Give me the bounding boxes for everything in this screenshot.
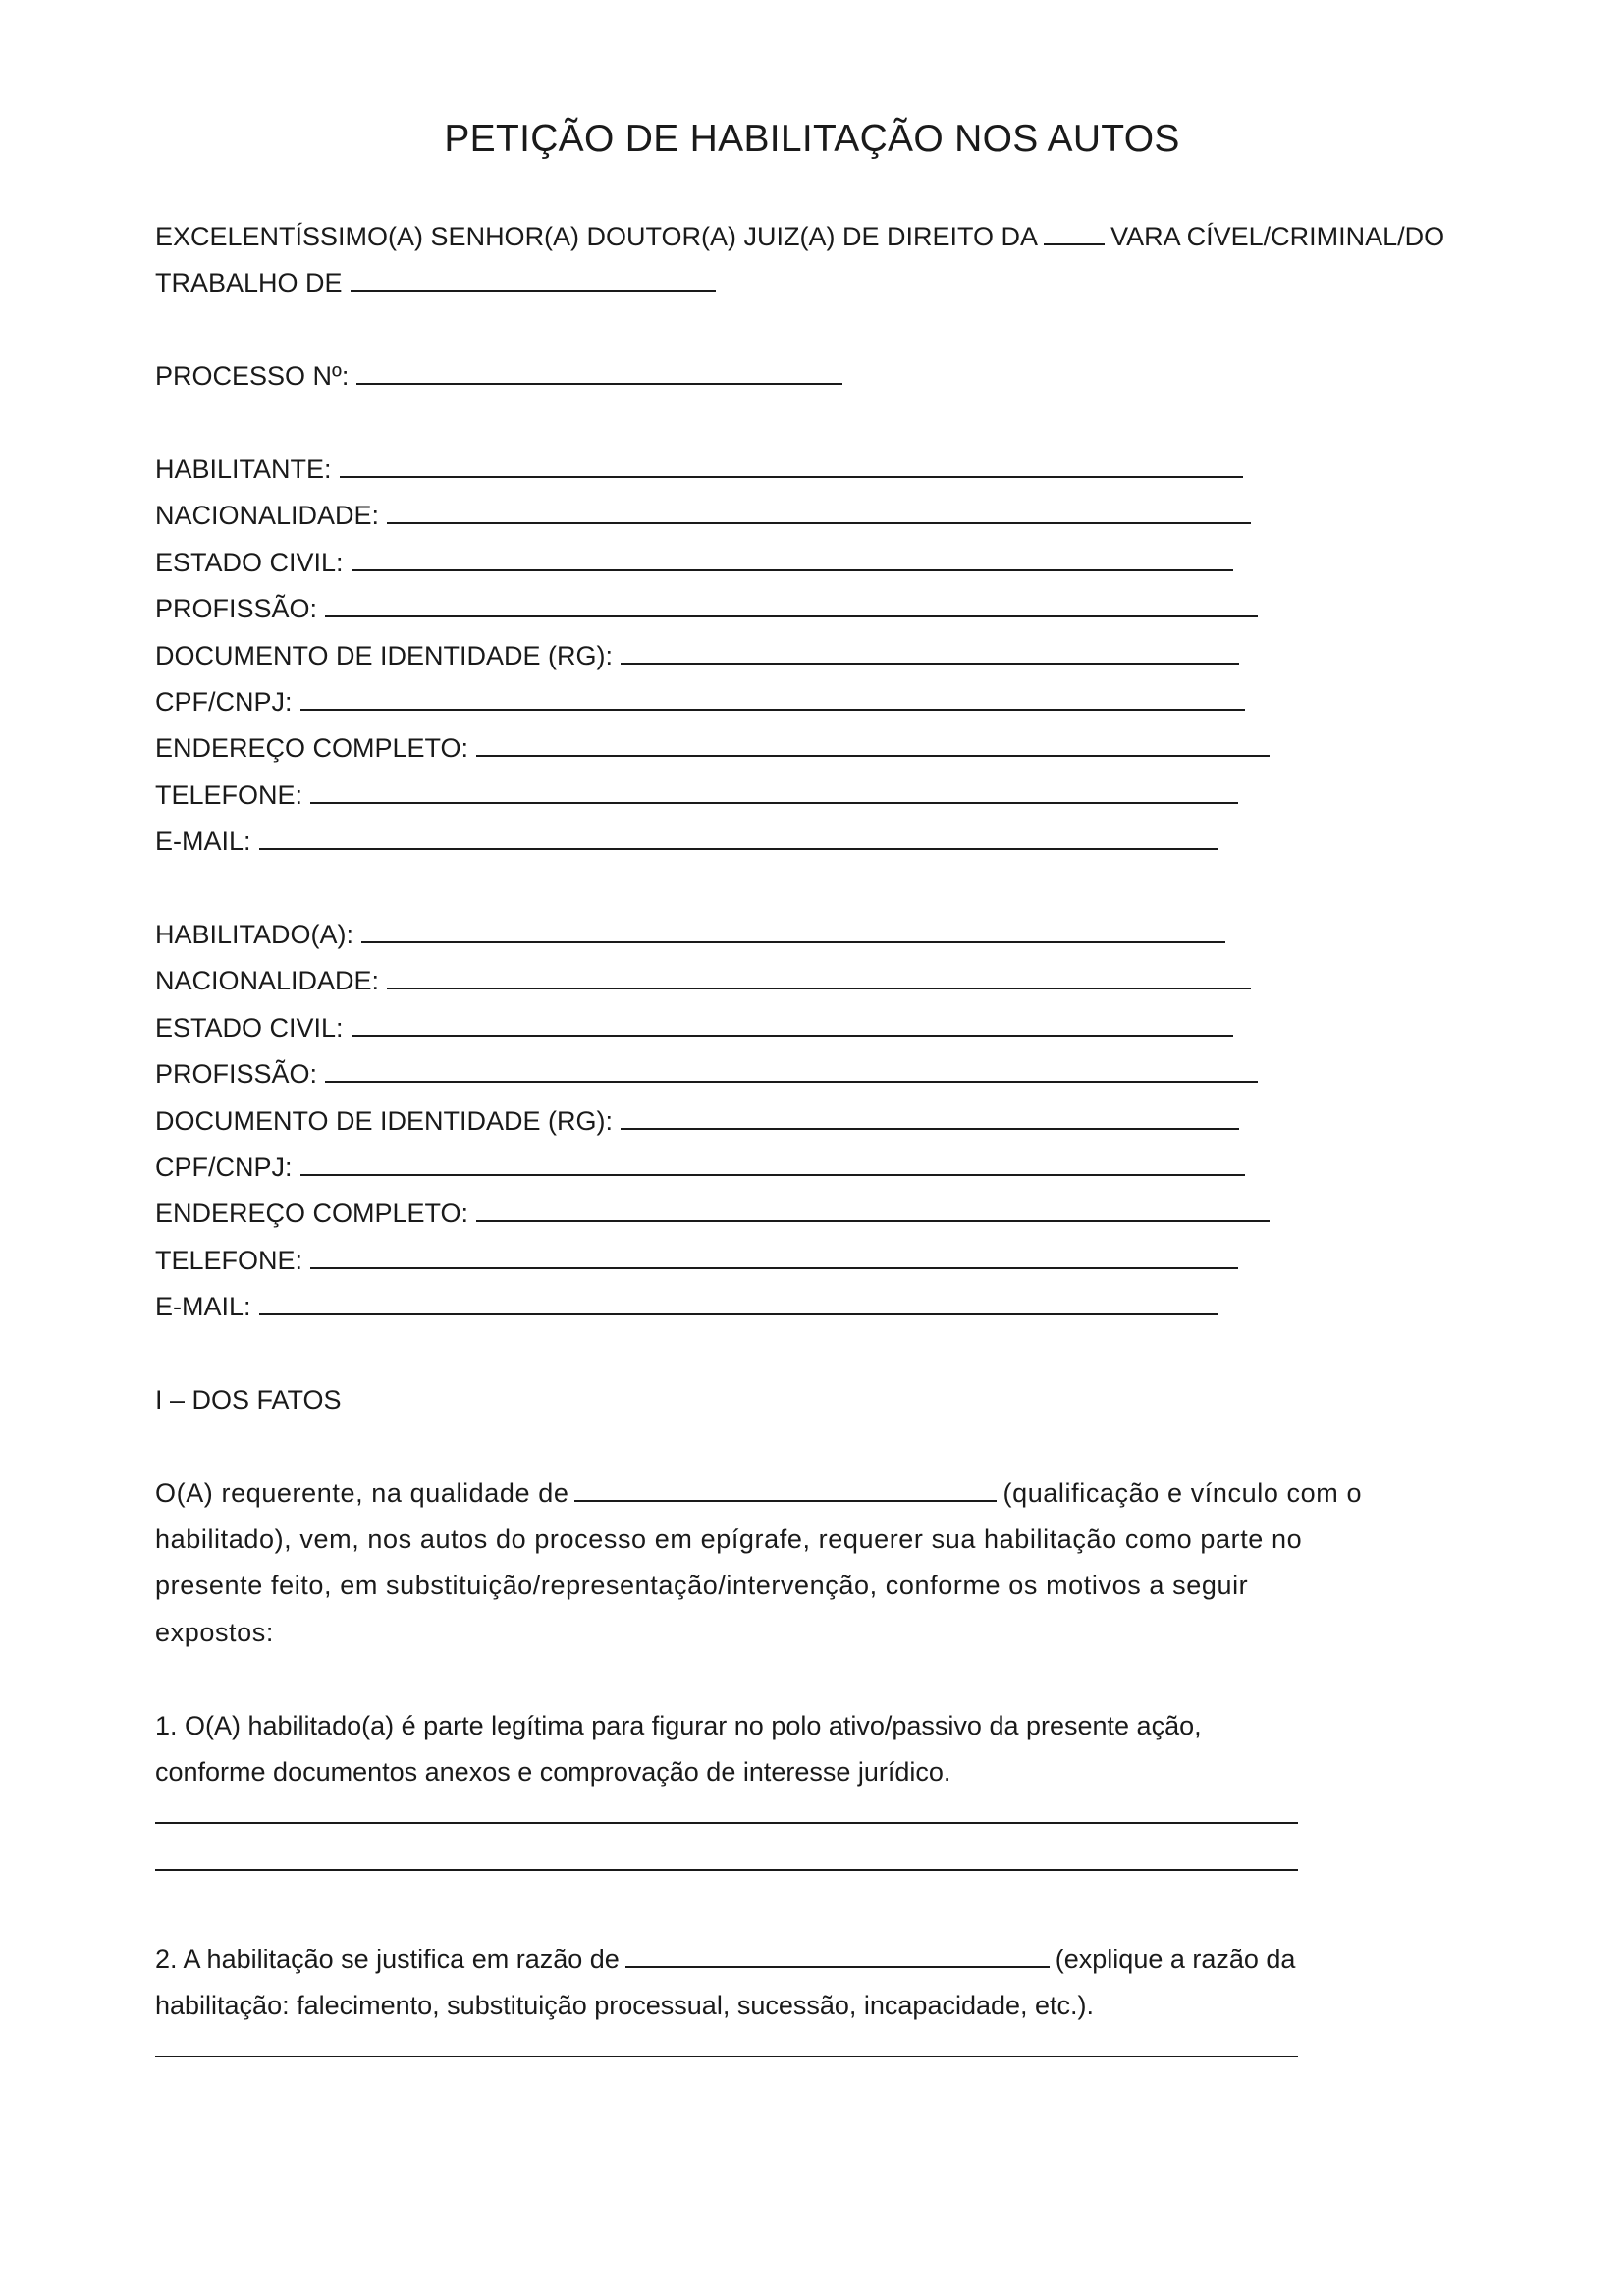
habilitado-name-blank[interactable] <box>361 920 1225 943</box>
item-1-line-2: conforme documentos anexos e comprovação de interesse jurídico. <box>155 1757 951 1787</box>
court-number-blank[interactable] <box>1044 222 1105 245</box>
habilitante-name-blank[interactable] <box>340 454 1243 478</box>
habilitado-name-label: HABILITADO(A): <box>155 920 354 949</box>
addressee-suffix: VARA CÍVEL/CRIMINAL/DO <box>1110 222 1445 251</box>
habilitante-address-blank[interactable] <box>476 733 1270 757</box>
item-1-blank-line-2[interactable] <box>155 1869 1298 1871</box>
addressee-line-2 <box>155 266 716 299</box>
habilitado-phone-label: TELEFONE: <box>155 1246 303 1275</box>
intro-line-4: expostos: <box>155 1618 274 1647</box>
item-2-prefix: 2. A habilitação se justifica em razão de <box>155 1945 620 1974</box>
intro-line-1 <box>155 1476 1362 1510</box>
habilitado-cpf-field <box>155 1150 1245 1184</box>
habilitante-id-label: DOCUMENTO DE IDENTIDADE (RG): <box>155 641 614 670</box>
city-blank[interactable] <box>351 268 716 292</box>
process-number-field <box>155 359 842 393</box>
process-number-blank[interactable] <box>356 361 842 385</box>
habilitante-id-field <box>155 639 1239 672</box>
habilitado-civil-status-blank[interactable] <box>352 1013 1233 1037</box>
habilitado-email-blank[interactable] <box>259 1292 1218 1315</box>
item-2-line-2: habilitação: falecimento, substituição processual, sucessão, incapacidade, etc.). <box>155 1991 1095 2020</box>
document-title: PETIÇÃO DE HABILITAÇÃO NOS AUTOS <box>444 118 1180 160</box>
habilitado-email-field <box>155 1290 1218 1323</box>
habilitado-address-blank[interactable] <box>476 1199 1270 1222</box>
requerente-qualification-blank[interactable] <box>574 1478 997 1502</box>
habilitado-phone-field <box>155 1244 1238 1277</box>
habilitante-nationality-blank[interactable] <box>387 501 1251 524</box>
habilitante-email-label: E-MAIL: <box>155 827 251 856</box>
habilitante-civil-status-field <box>155 546 1233 579</box>
habilitante-profession-label: PROFISSÃO: <box>155 594 318 623</box>
habilitado-nationality-blank[interactable] <box>387 966 1251 989</box>
addressee-prefix: EXCELENTÍSSIMO(A) SENHOR(A) DOUTOR(A) JUIZ(A) DE DIREITO DA <box>155 222 1039 251</box>
intro-line-2: habilitado), vem, nos autos do processo em epígrafe, requerer sua habilitação como parte no <box>155 1524 1303 1554</box>
item-1-blank-line-1[interactable] <box>155 1822 1298 1824</box>
habilitado-civil-status-label: ESTADO CIVIL: <box>155 1013 344 1042</box>
habilitante-phone-blank[interactable] <box>310 780 1238 804</box>
habilitante-phone-label: TELEFONE: <box>155 780 303 810</box>
habilitado-cpf-blank[interactable] <box>300 1152 1245 1176</box>
justification-reason-blank[interactable] <box>625 1945 1050 1968</box>
habilitante-email-blank[interactable] <box>259 827 1218 850</box>
habilitante-name-field <box>155 453 1243 486</box>
intro-prefix: O(A) requerente, na qualidade de <box>155 1478 569 1508</box>
habilitado-nationality-field <box>155 964 1251 997</box>
addressee-city-label: TRABALHO DE <box>155 268 343 297</box>
habilitado-cpf-label: CPF/CNPJ: <box>155 1152 293 1182</box>
habilitante-civil-status-label: ESTADO CIVIL: <box>155 548 344 577</box>
habilitado-nationality-label: NACIONALIDADE: <box>155 966 380 995</box>
habilitante-profession-blank[interactable] <box>325 594 1258 617</box>
intro-line-3: presente feito, em substituição/representação/intervenção, conforme os motivos a seguir <box>155 1571 1249 1600</box>
habilitado-address-label: ENDEREÇO COMPLETO: <box>155 1199 469 1228</box>
habilitante-address-label: ENDEREÇO COMPLETO: <box>155 733 469 763</box>
addressee-line-1 <box>155 220 1444 253</box>
habilitante-nationality-field <box>155 499 1251 532</box>
section-heading-facts: I – DOS FATOS <box>155 1385 342 1415</box>
habilitante-phone-field <box>155 778 1238 812</box>
habilitante-profession-field <box>155 592 1258 625</box>
habilitante-email-field <box>155 825 1218 858</box>
habilitante-address-field <box>155 731 1270 765</box>
habilitado-id-label: DOCUMENTO DE IDENTIDADE (RG): <box>155 1106 614 1136</box>
item-2-line-1 <box>155 1943 1295 1976</box>
habilitado-civil-status-field <box>155 1011 1233 1044</box>
habilitado-phone-blank[interactable] <box>310 1246 1238 1269</box>
habilitante-nationality-label: NACIONALIDADE: <box>155 501 380 530</box>
habilitante-cpf-label: CPF/CNPJ: <box>155 687 293 717</box>
habilitado-profession-label: PROFISSÃO: <box>155 1059 318 1089</box>
item-1-line-1: 1. O(A) habilitado(a) é parte legítima para figurar no polo ativo/passivo da presente ação, <box>155 1711 1202 1740</box>
habilitado-name-field <box>155 918 1225 951</box>
item-2-suffix: (explique a razão da <box>1055 1945 1296 1974</box>
habilitante-civil-status-blank[interactable] <box>352 548 1233 571</box>
habilitado-profession-blank[interactable] <box>325 1059 1258 1083</box>
habilitado-address-field <box>155 1197 1270 1230</box>
habilitado-id-field <box>155 1104 1239 1138</box>
habilitante-cpf-blank[interactable] <box>300 687 1245 711</box>
habilitado-id-blank[interactable] <box>621 1106 1239 1130</box>
habilitante-name-label: HABILITANTE: <box>155 454 332 484</box>
item-2-blank-line-1[interactable] <box>155 2056 1298 2057</box>
habilitante-id-blank[interactable] <box>621 641 1239 665</box>
habilitado-profession-field <box>155 1057 1258 1091</box>
intro-suffix: (qualificação e vínculo com o <box>1002 1478 1363 1508</box>
habilitado-email-label: E-MAIL: <box>155 1292 251 1321</box>
habilitante-cpf-field <box>155 685 1245 719</box>
process-number-label: PROCESSO Nº: <box>155 361 350 391</box>
